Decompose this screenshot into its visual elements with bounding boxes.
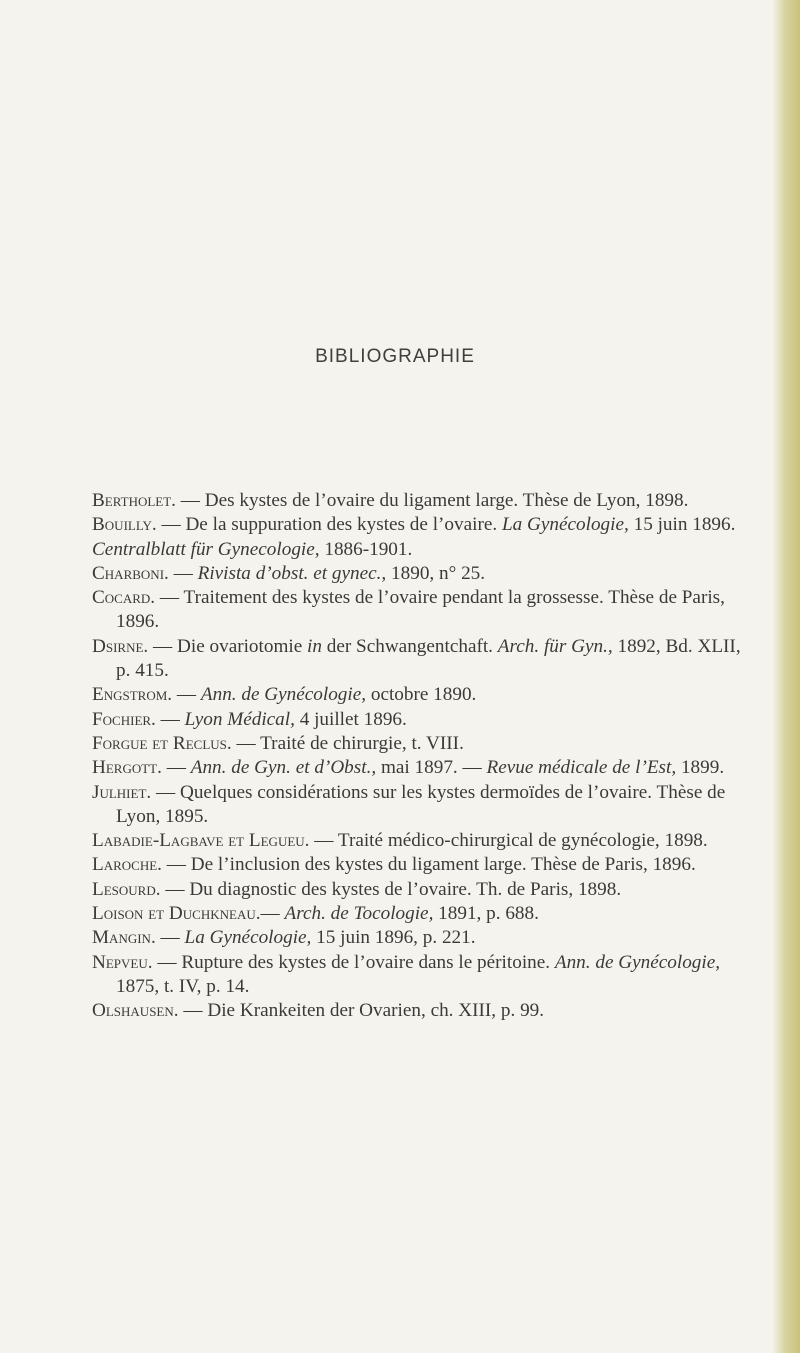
entry-text: — xyxy=(161,757,191,779)
bibliography-entry xyxy=(92,562,747,586)
entry-author: Bouilly. xyxy=(92,514,157,536)
entry-text: — xyxy=(168,562,198,584)
entry-journal-title: La Gynécologie, xyxy=(184,927,312,949)
entry-author: Bertholet. xyxy=(92,490,176,511)
entry-text: der Schwangentchaft. xyxy=(321,635,498,657)
entry-author: Loison et Duchkneau. xyxy=(92,903,261,925)
entry-journal-title: Lyon Médical, xyxy=(184,708,295,730)
entry-text: — xyxy=(155,708,185,730)
bibliography-entry xyxy=(92,853,747,877)
entry-author: Olshausen. xyxy=(92,1000,179,1022)
entry-text: — Des kystes de l’ovaire du ligament large. Thèse de Lyon, 1898. xyxy=(175,490,689,511)
entry-text: 1886-1901. xyxy=(319,538,413,560)
entry-text: — Die ovariotomie xyxy=(148,635,308,657)
entry-journal-title: Ann. de Gynécologie, xyxy=(200,684,367,706)
entry-journal-title: Revue médicale de l’Est, xyxy=(486,757,677,779)
entry-author: Nepveu. xyxy=(92,951,153,973)
bibliography-entry xyxy=(92,999,747,1023)
entry-text: — Rupture des kystes de l’ovaire dans le péritoine. xyxy=(152,951,555,973)
entry-author: Cocard. xyxy=(92,587,156,609)
entry-text: — Du diagnostic des kystes de l’ovaire. Th. de Paris, 1898. xyxy=(160,878,622,900)
entry-author: Engstrom. xyxy=(92,684,173,706)
entry-text: — De la suppuration des kystes de l’ovaire. xyxy=(156,514,502,536)
bibliography-entry xyxy=(92,538,747,562)
entry-author: Labadie-Lagbave et Legueu. xyxy=(92,830,310,852)
bibliography-list xyxy=(92,489,747,1024)
entry-journal-title: in xyxy=(307,635,322,657)
entry-text: — Die Krankeiten der Ovarien, ch. XIII, p. 99. xyxy=(178,1000,545,1022)
entry-text: — xyxy=(155,927,185,949)
bibliography-entry xyxy=(92,902,747,926)
entry-author: Charboni. xyxy=(92,562,169,584)
entry-journal-title: La Gynécologie, xyxy=(501,514,629,536)
entry-text: — De l’inclusion des kystes du ligament large. Thèse de Paris, 1896. xyxy=(161,854,696,876)
entry-text: — Quelques considérations sur les kystes dermoïdes de l’ovaire. Thèse de Lyon, 1895. xyxy=(116,781,726,827)
bibliography-entry xyxy=(92,683,747,707)
entry-author: Dsirne. xyxy=(92,635,149,657)
entry-text: mai 1897. — xyxy=(376,757,487,779)
entry-text: — Traité médico-chirurgical de gynécologie, 1898. xyxy=(309,830,708,852)
entry-text: 1891, p. 688. xyxy=(433,903,539,925)
entry-author: Hergott. xyxy=(92,757,162,779)
entry-text: — Traité de chirurgie, t. VIII. xyxy=(231,732,464,754)
entry-text: octobre 1890. xyxy=(366,684,477,706)
page-title: BIBLIOGRAPHIE xyxy=(315,346,475,367)
entry-journal-title: Rivista d’obst. et gynec., xyxy=(197,562,387,584)
page-edge xyxy=(772,0,800,1353)
entry-text: — xyxy=(172,684,201,706)
entry-author: Laroche. xyxy=(92,854,162,876)
bibliography-entry xyxy=(92,878,747,902)
entry-text: 15 juin 1896. xyxy=(628,514,736,536)
bibliography-entry xyxy=(92,489,747,513)
entry-author: Forgue et Reclus. xyxy=(92,732,232,754)
entry-author: Fochier. xyxy=(92,708,156,730)
entry-text: — Traitement des kystes de l’ovaire pendant la grossesse. Thèse de Paris, 1896. xyxy=(116,587,725,633)
entry-journal-title: Centralblatt für Gynecologie, xyxy=(92,538,320,560)
bibliography-entry xyxy=(92,829,747,853)
entry-text: 4 juillet 1896. xyxy=(294,708,407,730)
entry-text: 15 juin 1896, p. 221. xyxy=(311,927,476,949)
entry-journal-title: Ann. de Gyn. et d’Obst., xyxy=(190,757,377,779)
entry-text: 1875, t. IV, p. 14. xyxy=(116,975,250,997)
bibliography-entry xyxy=(92,781,747,830)
entry-journal-title: Ann. de Gynécologie, xyxy=(554,951,721,973)
entry-journal-title: Arch. für Gyn., xyxy=(497,635,613,657)
entry-author: Julhiet. xyxy=(92,781,152,803)
entry-journal-title: Arch. de Tocologie, xyxy=(284,903,434,925)
bibliography-entry xyxy=(92,635,747,684)
entry-text: — xyxy=(260,903,285,925)
entry-text: 1890, n° 25. xyxy=(386,562,486,584)
entry-author: Mangin. xyxy=(92,927,156,949)
bibliography-entry xyxy=(92,926,747,950)
entry-author: Lesourd. xyxy=(92,878,161,900)
bibliography-entry xyxy=(92,586,747,635)
bibliography-entry xyxy=(92,732,747,756)
bibliography-entry xyxy=(92,513,747,537)
entry-text: 1899. xyxy=(676,757,725,779)
entry-text: 1892, Bd. XLII, p. 415. xyxy=(116,635,741,682)
bibliography-entry xyxy=(92,756,747,780)
bibliography-entry xyxy=(92,708,747,732)
bibliography-entry xyxy=(92,951,747,1000)
